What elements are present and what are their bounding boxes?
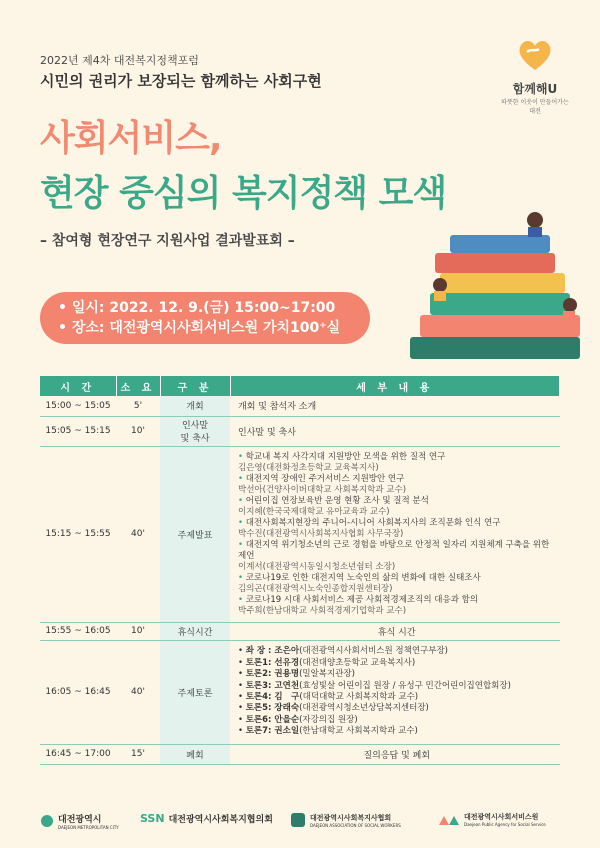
presentation-item: • 학교내 복지 사각지대 지원방안 모색을 위한 질적 연구 김은영(대전화정초등학교 교육복지사) [238, 451, 446, 473]
discussion-item: • 토론1: 선유경(대전대양초등학교 교육복지사) [238, 657, 416, 668]
brand-logo [500, 36, 570, 115]
footer-org-social-service [438, 812, 546, 827]
social-workers-emblem-icon [290, 812, 306, 828]
row-duration: 5' [116, 396, 160, 416]
row-time: 15:15 ~ 15:55 [40, 446, 116, 622]
presentation-title: 코로나19 시대 사회서비스 제공 사회적경제조직의 대응과 함의 [245, 594, 479, 605]
discussion-list [230, 640, 560, 744]
header-detail: 세 부 내 용 [230, 376, 560, 396]
presentation-title: 어린이집 연장보육반 운영 현황 조사 및 질적 분석 [245, 495, 429, 506]
table-row-discussion [40, 640, 560, 744]
discussion-role: 토론5: 장래숙 [245, 703, 300, 714]
books-illustration [400, 195, 590, 365]
daejeon-city-emblem-icon [40, 814, 54, 828]
discussion-affiliation: (한남대학교 사회복지학과 교수) [299, 726, 418, 737]
schedule-table [40, 376, 560, 765]
presentation-speaker: 김은영(대전화정초등학교 교육복지사) [238, 462, 379, 473]
row-duration: 10' [116, 416, 160, 446]
row-detail: 질의응답 및 폐회 [230, 744, 560, 764]
org3-name: 대전광역시사회복지사협회 [310, 813, 392, 822]
discussion-role: 토론2: 권용명 [245, 669, 300, 680]
discussion-role: 좌 장 : 조은아 [245, 646, 300, 657]
presentation-item: • 대전지역 장애인 주거서비스 지원방안 연구 박선아(건양사이버대학교 사회복지학과 교수) [238, 473, 407, 495]
logo-sub: 따뜻한 이웃이 만들어가는 대전 [501, 99, 569, 115]
footer-org-daejeon-city [40, 812, 119, 830]
discussion-affiliation: (대덕대학교 사회복지학과 교수) [299, 692, 419, 702]
row-duration: 10' [116, 622, 160, 640]
row-category: 주제발표 [160, 446, 230, 622]
table-row [40, 416, 560, 446]
footer-org-welfare-council [140, 812, 273, 825]
event-info-box [40, 292, 370, 344]
row-category: 폐회 [160, 744, 230, 764]
discussion-role: 토론3: 고연천 [245, 680, 300, 691]
table-row [40, 744, 560, 764]
presentation-speaker: 이계서(대전광역시동일시청소년쉼터 소장) [238, 561, 396, 572]
org1-name: 대전광역시 [58, 815, 102, 825]
heart-hands-icon [515, 36, 555, 74]
row-detail: 인사말 및 축사 [230, 416, 560, 446]
tagline: – 참여형 현장연구 지원사업 결과발표회 – [40, 233, 295, 249]
table-row [40, 622, 560, 640]
social-service-emblem-icon [438, 814, 460, 826]
presentation-item: • 코로나19로 인한 대전지역 노숙인의 삶의 변화에 대한 실태조사 김의곤(대전광역시노숙인종합지원센터장) [238, 572, 481, 594]
row-time: 16:05 ~ 16:45 [40, 640, 116, 744]
presentation-item: • 코로나19 시대 사회서비스 제공 사회적경제조직의 대응과 함의 박주희(한남대학교 사회적경제기업학과 교수) [238, 594, 479, 616]
ssn-logo-icon: SSN [140, 812, 165, 825]
table-row [40, 396, 560, 416]
presentation-item: • 어린이집 연장보육반 운영 현황 조사 및 질적 분석 이지혜(한국국제대학교 유아교육과 교수) [238, 495, 429, 517]
presentation-speaker: 박선아(건양사이버대학교 사회복지학과 교수) [238, 484, 407, 495]
row-detail: 개회 및 참석자 소개 [230, 396, 560, 416]
row-time: 15:55 ~ 16:05 [40, 622, 116, 640]
org4-name: 대전광역시사회서비스원 [464, 813, 539, 821]
row-duration: 40' [116, 446, 160, 622]
discussion-item: • 토론7: 권소일(한남대학교 사회복지학과 교수) [238, 726, 418, 737]
presentation-title: 대전지역 위기청소년의 근로 경험을 바탕으로 안정적 일자리 지원체계 구축을 위한 제언 [238, 539, 550, 561]
header-category: 구 분 [160, 376, 230, 396]
presentation-item: • 대전지역 위기청소년의 근로 경험을 바탕으로 안정적 일자리 지원체계 구축을 위한 제언 이계서(대전광역시동일시청소년쉼터 소장) [238, 539, 550, 572]
table-header-row [40, 376, 560, 396]
event-place: • 장소: 대전광역시사회서비스원 가치100⁺실 [58, 320, 341, 336]
row-category: 주제토론 [160, 640, 230, 744]
discussion-item: • 토론5: 장래숙(대전광역시청소년상담복지센터장) [238, 703, 429, 714]
org2-name: 대전광역시사회복지협의회 [168, 815, 273, 825]
presentation-speaker: 김의곤(대전광역시노숙인종합지원센터장) [238, 583, 393, 594]
discussion-item: • 좌 장 : 조은아(대전광역시사회서비스원 정책연구부장) [238, 646, 448, 657]
row-category: 인사말 및 축사 [160, 416, 230, 446]
header-duration: 소 요 [116, 376, 160, 396]
row-duration: 15' [116, 744, 160, 764]
forum-label: 2022년 제4차 대전복지정책포럼 [40, 54, 199, 67]
discussion-affiliation: (대전대양초등학교 교육복지사) [299, 657, 416, 668]
row-category: 휴식시간 [160, 622, 230, 640]
presentation-list [230, 446, 560, 622]
discussion-item: • 토론4: 김 구(대덕대학교 사회복지학과 교수) [238, 692, 419, 702]
discussion-item: • 토론6: 안을순(자강의집 원장) [238, 714, 358, 725]
title-line1: 사회서비스, [40, 118, 222, 159]
discussion-affiliation: (효성빛살 어린이집 원장 / 유성구 민간어린이집연합회장) [299, 680, 511, 691]
presentation-title: 코로나19로 인한 대전지역 노숙인의 삶의 변화에 대한 실태조사 [245, 572, 481, 583]
discussion-affiliation: (자강의집 원장) [299, 714, 358, 725]
row-detail: 휴식 시간 [230, 622, 560, 640]
presentation-title: 학교내 복지 사각지대 지원방안 모색을 위한 질적 연구 [245, 451, 446, 462]
table-row-presentation [40, 446, 560, 622]
discussion-role: 토론7: 권소일 [245, 726, 300, 737]
org4-sub: Daejeon Public Agency for Social Service [464, 822, 546, 827]
discussion-role: 토론4: 김 구 [245, 692, 300, 702]
subtitle: 시민의 권리가 보장되는 함께하는 사회구현 [40, 72, 322, 90]
presentation-speaker: 이지혜(한국국제대학교 유아교육과 교수) [238, 506, 390, 517]
discussion-item: • 토론3: 고연천(효성빛살 어린이집 원장 / 유성구 민간어린이집연합회장) [238, 680, 511, 691]
discussion-affiliation: (대전광역시사회서비스원 정책연구부장) [299, 646, 448, 657]
row-time: 15:05 ~ 15:15 [40, 416, 116, 446]
title-line2: 현장 중심의 복지정책 모색 [40, 173, 447, 214]
presentation-title: 대전사회복지현장의 주니어-시니어 사회복지사의 조직문화 인식 연구 [245, 517, 501, 528]
event-date: • 일시: 2022. 12. 9.(금) 15:00~17:00 [58, 300, 336, 316]
org1-sub: DAEJEON METROPOLITAN CITY [58, 825, 119, 830]
presentation-speaker: 박주희(한남대학교 사회적경제기업학과 교수) [238, 605, 407, 616]
org3-sub: DAEJEON ASSOCIATION OF SOCIAL WORKERS [310, 822, 401, 828]
discussion-role: 토론1: 선유경 [245, 657, 300, 668]
presentation-title: 대전지역 장애인 주거서비스 지원방안 연구 [245, 473, 405, 484]
row-duration: 40' [116, 640, 160, 744]
footer-logos [0, 790, 600, 848]
footer-org-social-workers [290, 812, 401, 828]
discussion-affiliation: (대전광역시청소년상담복지센터장) [299, 703, 429, 714]
presentation-speaker: 박수진(대전광역시사회복지사협회 사무국장) [238, 528, 404, 539]
row-time: 15:00 ~ 15:05 [40, 396, 116, 416]
row-time: 16:45 ~ 17:00 [40, 744, 116, 764]
discussion-item: • 토론2: 권용명(밀알복지관장) [238, 669, 355, 680]
row-category: 개회 [160, 396, 230, 416]
logo-name: 함께해U [512, 82, 558, 96]
discussion-role: 토론6: 안을순 [245, 714, 300, 725]
presentation-item: • 대전사회복지현장의 주니어-시니어 사회복지사의 조직문화 인식 연구 박수진(대전광역시사회복지사협회 사무국장) [238, 517, 501, 539]
header-time: 시 간 [40, 376, 116, 396]
discussion-affiliation: (밀알복지관장) [299, 669, 355, 680]
